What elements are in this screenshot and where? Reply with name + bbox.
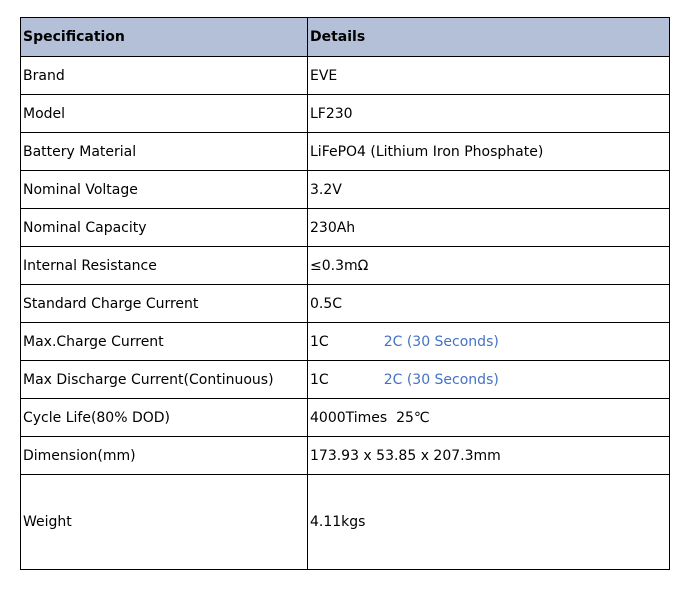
details-cell [308,133,670,171]
details-value: 3.2V [310,181,342,198]
spec-cell: Cycle Life(80% DOD) [21,399,308,437]
details-value: 4.11kgs [310,514,366,530]
details-cell [308,285,670,323]
details-value: 230Ah [310,219,356,236]
details-cell [308,437,670,475]
table-row [21,171,670,209]
table-header-row [21,18,670,57]
details-cell [308,95,670,133]
spec-cell: Nominal Voltage [21,171,308,209]
table-row [21,95,670,133]
spec-cell: Max Discharge Current(Continuous) [21,361,308,399]
table-row [21,133,670,171]
details-cell [308,209,670,247]
spec-cell: Internal Resistance [21,247,308,285]
details-value: 1C [310,371,329,388]
table-row [21,323,670,361]
spec-cell: Model [21,95,308,133]
details-secondary-value: 2C (30 Seconds) [383,333,499,350]
details-value: LiFePO4 (Lithium Iron Phosphate) [310,143,544,160]
details-cell [308,323,670,361]
spec-cell: Battery Material [21,133,308,171]
table-row [21,285,670,323]
spec-cell: Brand [21,57,308,95]
table-row [21,475,670,570]
table-row [21,57,670,95]
header-details: Details [308,18,670,57]
details-value: 1C [310,333,329,350]
details-cell [308,171,670,209]
table-row [21,247,670,285]
header-specification: Specification [21,18,308,57]
spec-cell: Weight [21,475,308,570]
details-cell [308,399,670,437]
details-cell [308,361,670,399]
spec-cell: Nominal Capacity [21,209,308,247]
table-row [21,437,670,475]
spec-cell: Max.Charge Current [21,323,308,361]
details-cell [308,475,670,570]
table-row [21,209,670,247]
table-row [21,399,670,437]
details-value: LF230 [310,105,353,122]
details-cell [308,57,670,95]
specification-table [20,17,670,570]
details-secondary-value: 2C (30 Seconds) [383,371,499,388]
details-value: ≤0.3mΩ [310,257,369,274]
details-value: 173.93 x 53.85 x 207.3mm [310,447,501,464]
spec-cell: Dimension(mm) [21,437,308,475]
details-value: 4000Times 25℃ [310,409,430,426]
details-value: 0.5C [310,295,343,312]
details-cell [308,247,670,285]
table-row [21,361,670,399]
details-value: EVE [310,67,338,84]
spec-cell: Standard Charge Current [21,285,308,323]
